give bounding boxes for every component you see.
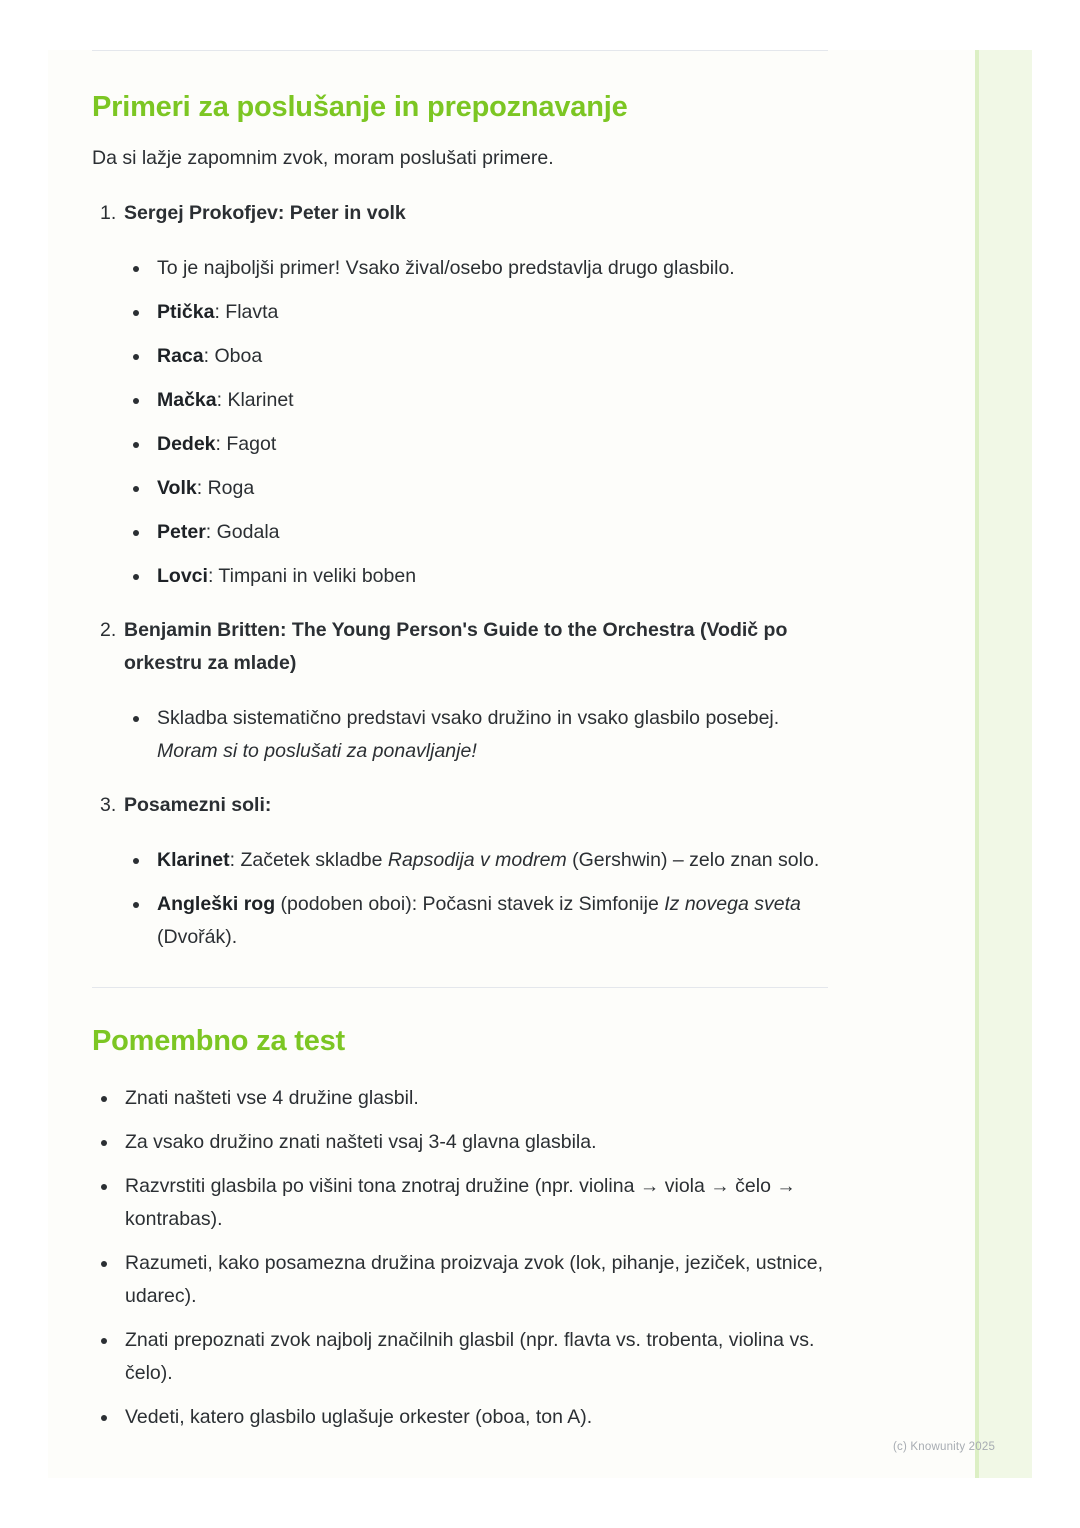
example-title: Benjamin Britten: The Young Person's Guide to the Orchestra (Vodič po orkestru za mlade): [124, 619, 788, 674]
bullet-icon: [101, 1338, 107, 1344]
bullet-icon: [133, 858, 139, 864]
example-sublist: [124, 252, 828, 593]
list-item: Peter: Godala: [124, 516, 828, 549]
bullet-icon: [133, 716, 139, 722]
list-item: Raca: Oboa: [124, 340, 828, 373]
bullet-icon: [133, 486, 139, 492]
list-number: 1.: [100, 202, 117, 224]
list-item: Volk: Roga: [124, 472, 828, 505]
bullet-icon: [133, 398, 139, 404]
bullet-icon: [101, 1140, 107, 1146]
list-item: Za vsako družino znati našteti vsaj 3-4 glavna glasbila.: [92, 1126, 828, 1159]
list-item: Lovci: Timpani in veliki boben: [124, 560, 828, 593]
list-item: Razumeti, kako posamezna družina proizvaja zvok (lok, pihanje, jeziček, ustnice, udarec).: [92, 1247, 828, 1313]
copyright-footer: (c) Knowunity 2025: [893, 1441, 996, 1453]
list-number: 2.: [100, 619, 117, 641]
bullet-icon: [133, 354, 139, 360]
list-item: Znati našteti vse 4 družine glasbil.: [92, 1082, 828, 1115]
example-item: [92, 614, 828, 768]
document-content: [92, 50, 828, 1434]
section-intro: Da si lažje zapomnim zvok, moram poslušati primere.: [92, 147, 554, 169]
example-title: Sergej Prokofjev: Peter in volk: [124, 202, 406, 224]
example-sublist: [124, 844, 828, 954]
list-item: Skladba sistematično predstavi vsako družino in vsako glasbilo posebej. Moram si to poslušati za ponavljanje!: [124, 702, 828, 768]
bullet-icon: [101, 1415, 107, 1421]
list-item: To je najboljši primer! Vsako žival/osebo predstavlja drugo glasbilo.: [124, 252, 828, 285]
example-title: Posamezni soli:: [124, 794, 272, 816]
list-item: Klarinet: Začetek skladbe Rapsodija v modrem (Gershwin) – zelo znan solo.: [124, 844, 828, 877]
side-margin-bar: [975, 50, 1032, 1478]
list-number: 3.: [100, 794, 117, 816]
bullet-icon: [133, 310, 139, 316]
example-item: [92, 789, 828, 954]
test-list: [92, 1082, 828, 1434]
bullet-icon: [133, 902, 139, 908]
bullet-icon: [133, 266, 139, 272]
list-item: Mačka: Klarinet: [124, 384, 828, 417]
example-sublist: [124, 702, 828, 768]
list-item: Angleški rog (podoben oboi): Počasni stavek iz Simfonije Iz novega sveta (Dvořák).: [124, 888, 828, 954]
bullet-icon: [101, 1096, 107, 1102]
examples-list: [92, 197, 828, 954]
section-heading-test: Pomembno za test: [92, 1025, 346, 1057]
section-heading-examples: Primeri za poslušanje in prepoznavanje: [92, 91, 628, 123]
top-divider: [92, 50, 828, 51]
example-item: [92, 197, 828, 593]
list-item: Razvrstiti glasbila po višini tona znotraj družine (npr. violina → viola → čelo → kontrabas).: [92, 1170, 828, 1236]
bullet-icon: [101, 1261, 107, 1267]
section-divider: [92, 987, 828, 988]
bullet-icon: [101, 1184, 107, 1190]
bullet-icon: [133, 574, 139, 580]
list-item: Dedek: Fagot: [124, 428, 828, 461]
bullet-icon: [133, 442, 139, 448]
list-item: Vedeti, katero glasbilo uglašuje orkester (oboa, ton A).: [92, 1401, 828, 1434]
list-item: Ptička: Flavta: [124, 296, 828, 329]
bullet-icon: [133, 530, 139, 536]
list-item: Znati prepoznati zvok najbolj značilnih glasbil (npr. flavta vs. trobenta, violina vs. čelo).: [92, 1324, 828, 1390]
